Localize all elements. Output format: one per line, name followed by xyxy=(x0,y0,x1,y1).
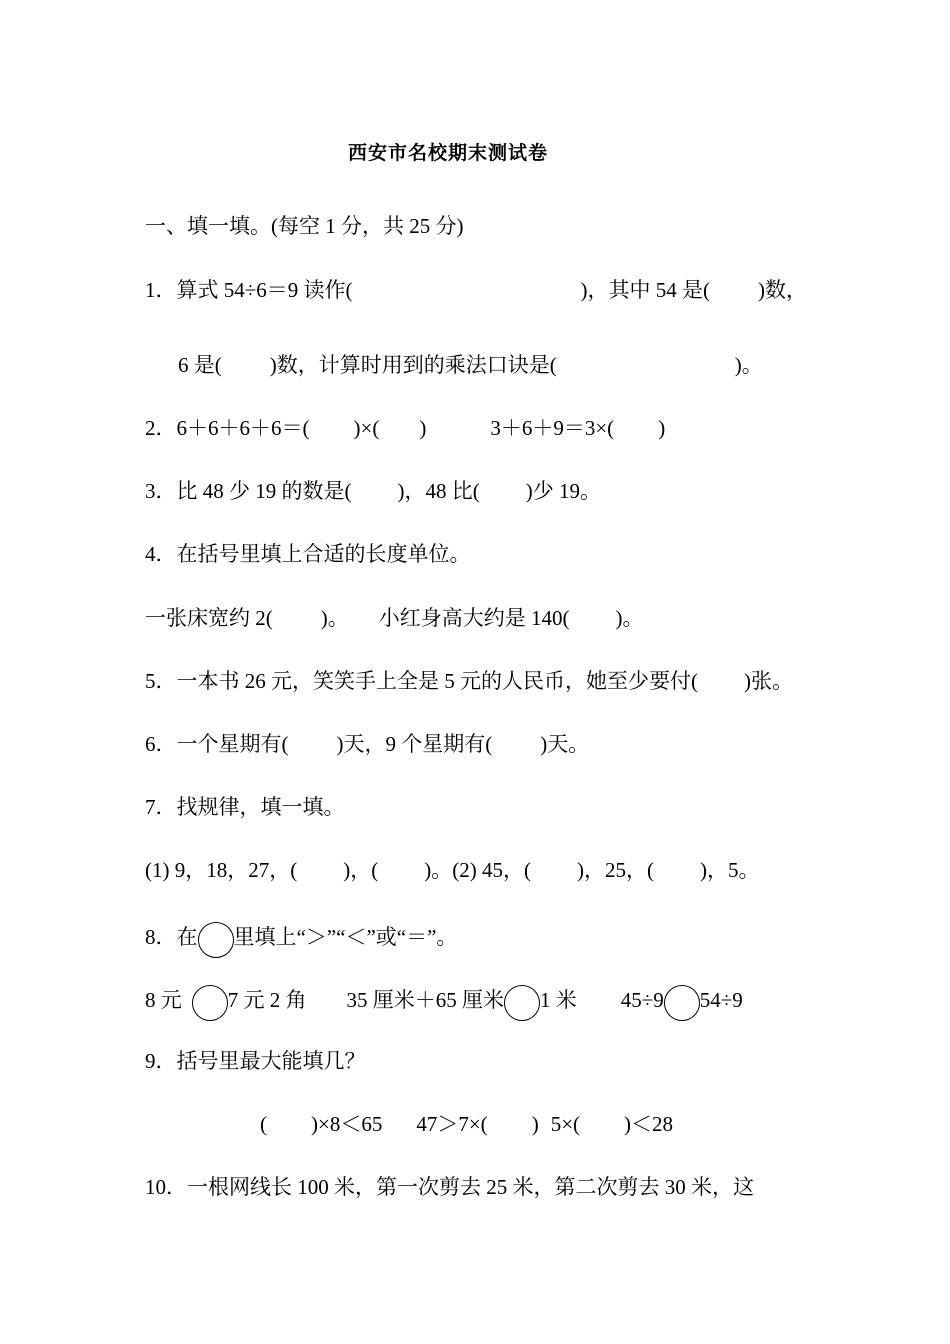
comparison-circle xyxy=(198,922,234,958)
q9-text-b: )×8＜65 xyxy=(311,1112,383,1136)
question-9-prompt: 9．括号里最大能填几？ xyxy=(145,1049,366,1073)
question-4-items xyxy=(145,604,644,632)
q2-text-a: 2．6＋6＋6＋6＝( xyxy=(145,416,310,440)
q1-text-d: 6 是( xyxy=(178,353,222,377)
q1-text-b: )，其中 54 是( xyxy=(580,278,711,302)
question-1-line-1 xyxy=(145,276,807,304)
q3-text-a: 3．比 48 少 19 的数是( xyxy=(145,479,352,503)
q7-text-d: )，25，( xyxy=(576,858,654,882)
question-2 xyxy=(145,414,665,442)
page-title: 西安市名校期末测试卷 xyxy=(348,143,549,164)
question-5 xyxy=(145,667,793,695)
comparison-circle[interactable] xyxy=(504,985,540,1021)
q8-text-a: 8．在 xyxy=(145,925,198,949)
question-7-prompt: 7．找规律，填一填。 xyxy=(145,795,345,819)
q7-text-b: )，( xyxy=(343,858,379,882)
q8-item2-left: 35 厘米＋65 厘米 xyxy=(346,988,504,1012)
q7-text-a: (1) 9，18，27，( xyxy=(145,858,298,882)
q6-text-b: )天，9 个星期有( xyxy=(336,732,493,756)
q9-text-e: 5×( xyxy=(550,1112,581,1136)
question-10: 10．一根网线长 100 米，第一次剪去 25 米，第二次剪去 30 米，这 xyxy=(145,1175,754,1199)
q1-text-a: 1．算式 54÷6＝9 读作( xyxy=(145,278,353,302)
q3-text-b: )，48 比( xyxy=(397,479,480,503)
q3-text-c: )少 19。 xyxy=(525,479,601,503)
question-8-prompt xyxy=(145,922,457,958)
question-9-items xyxy=(260,1110,673,1138)
q4-text-a: 一张床宽约 2( xyxy=(145,606,273,630)
q8-item3-left: 45÷9 xyxy=(620,988,664,1012)
q2-text-c: ) xyxy=(419,416,427,440)
q9-text-c: 47＞7×( xyxy=(416,1112,488,1136)
q2-text-e: ) xyxy=(658,416,666,440)
question-4-prompt: 4．在括号里填上合适的长度单位。 xyxy=(145,542,471,566)
question-7-items xyxy=(145,856,759,884)
q6-text-a: 6．一个星期有( xyxy=(145,732,289,756)
q8-item3-right: 54÷9 xyxy=(699,988,743,1012)
q8-item1-right: 7 元 2 角 xyxy=(227,988,307,1012)
question-3 xyxy=(145,477,601,505)
q4-text-c: 小红身高大约是 140( xyxy=(378,606,570,630)
q9-text-a: ( xyxy=(260,1112,267,1136)
q2-text-b: )×( xyxy=(353,416,380,440)
q8-item1-left: 8 元 xyxy=(145,988,182,1012)
comparison-circle[interactable] xyxy=(192,985,228,1021)
q1-text-f: )。 xyxy=(734,353,763,377)
q8-item2-right: 1 米 xyxy=(540,988,577,1012)
q6-text-c: )天。 xyxy=(540,732,590,756)
q7-text-c: )。(2) 45，( xyxy=(424,858,531,882)
q4-text-b: )。 xyxy=(320,606,349,630)
question-8-items xyxy=(145,985,743,1021)
q2-text-d: 3＋6＋9＝3×( xyxy=(490,416,615,440)
q9-text-f: )＜28 xyxy=(624,1112,674,1136)
q1-text-c: )数， xyxy=(758,278,808,302)
q7-text-e: )，5。 xyxy=(699,858,760,882)
comparison-circle[interactable] xyxy=(664,985,700,1021)
q5-text-b: )张。 xyxy=(744,669,793,693)
question-1-line-2 xyxy=(178,351,763,379)
question-6 xyxy=(145,730,589,758)
q4-text-d: )。 xyxy=(615,606,644,630)
q1-text-e: )数，计算时用到的乘法口诀是( xyxy=(269,353,557,377)
section-heading: 一、填一填。(每空 1 分，共 25 分) xyxy=(145,214,464,238)
q8-text-b: 里填上“＞”“＜”或“＝”。 xyxy=(233,925,458,949)
q9-text-d: ) xyxy=(531,1112,539,1136)
q5-text-a: 5．一本书 26 元，笑笑手上全是 5 元的人民币，她至少要付( xyxy=(145,669,698,693)
